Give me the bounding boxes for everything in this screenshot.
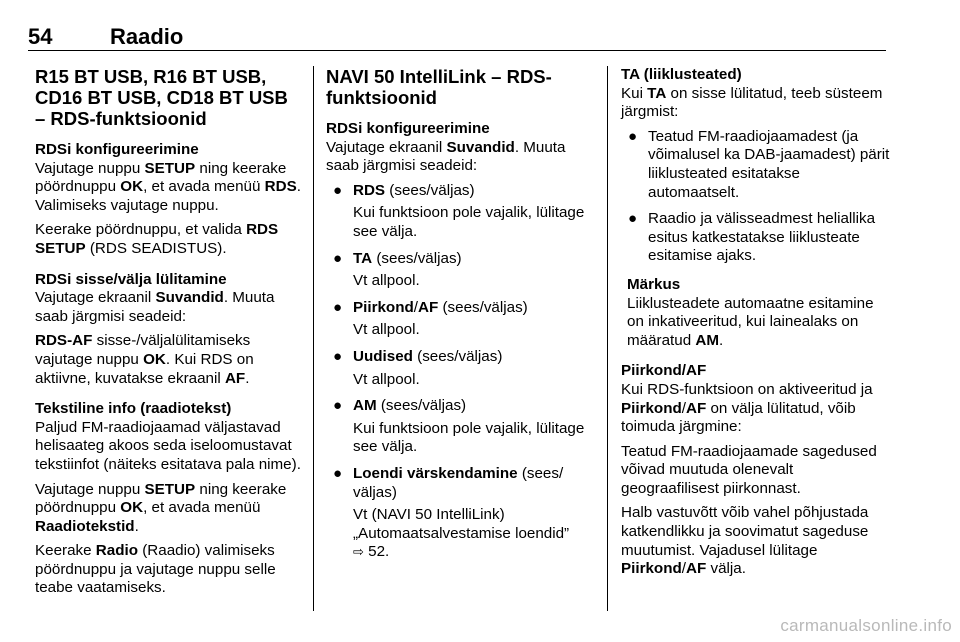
- paragraph: Halb vastuvõtt võib vahel põhjustada katkendlikku ja soovimatut sageduse muutumist. Vajadusel lülitage Piirkond/AF välja.: [621, 504, 869, 578]
- paragraph: RDS-AF sisse-/väljalülitamiseks vajutage nuppu OK. Kui RDS on aktiivne, kuvatakse ekraanil AF.: [35, 332, 254, 387]
- list-item: ● TA (sees/väljas) Vt allpool.: [333, 249, 462, 290]
- bullet-icon: ●: [333, 298, 343, 316]
- subsection-heading: RDSi sisse/välja lülitamine: [35, 270, 227, 288]
- page-reference-arrow-icon: ⇨: [353, 545, 364, 561]
- column-right: [621, 66, 891, 585]
- column-divider: [607, 66, 608, 611]
- paragraph: Kui RDS-funktsioon on aktiveeritud ja Piirkond/AF on välja lülitatud, võib toimuda järgmine:: [621, 380, 873, 436]
- note-box: [621, 276, 891, 350]
- paragraph: Paljud FM-raadiojaamad väljastavad helisaateg akoos seda iseloomustavat tekstiinfot (näiteks esitatava pala nime).: [35, 418, 301, 473]
- subsection-heading: RDSi konfigureerimine: [35, 141, 199, 158]
- bullet-icon: ●: [333, 397, 343, 415]
- section-title: NAVI 50 IntelliLink – RDS-funktsioonid: [326, 66, 552, 108]
- bullet-icon: ●: [333, 249, 343, 267]
- paragraph: Keerake Radio (Raadio) valimiseks pöördnuppu ja vajutage nuppu selle teabe vaatamiseks.: [35, 542, 276, 597]
- subsection-heading: RDSi konfigureerimine: [326, 120, 490, 137]
- section-rds-config: [35, 141, 303, 259]
- list-item: ● RDS (sees/väljas) Kui funktsioon pole vajalik, lülitage see välja.: [333, 181, 585, 240]
- settings-list: [326, 182, 596, 563]
- subsection-heading: Tekstiline info (raadiotekst): [35, 400, 232, 418]
- subsection-heading: Piirkond/AF: [621, 362, 707, 380]
- watermark: carmanualsonline.info: [780, 616, 952, 635]
- bullet-icon: ●: [333, 347, 343, 365]
- list-item: ● Raadio ja välisseadmest heliallika esitus katkestatakse liiklusteate esitamise ajaks.: [628, 210, 876, 265]
- paragraph: Vajutage ekraanil Suvandid. Muuta saab järgmisi seadeid:: [35, 289, 275, 325]
- subsection-heading: TA (liiklusteated): [621, 66, 742, 83]
- section-title: R15 BT USB, R16 BT USB, CD16 BT USB, CD18 BT USB – RDS-funktsioonid: [35, 66, 288, 129]
- column-divider: [313, 66, 314, 611]
- chapter-title: Raadio: [110, 24, 184, 49]
- page-number: 54: [28, 24, 53, 49]
- paragraph: Vajutage nuppu SETUP ning keerake pöördnuppu OK, et avada menüü RDS. Valimiseks vajutage nuppu.: [35, 159, 301, 214]
- section-rds-toggle: [35, 271, 303, 389]
- list-item: ● Teatud FM-raadiojaamadest (ja võimalusel ka DAB-jaamadest) pärit liiklusteated esitatakse automaatselt.: [628, 127, 890, 201]
- column-left: [35, 66, 303, 610]
- note-heading: Märkus: [627, 275, 681, 293]
- list-item: ● Uudised (sees/väljas) Vt allpool.: [333, 347, 503, 388]
- ta-behaviour-list: [621, 128, 891, 266]
- page-header: [28, 24, 886, 51]
- note-text: Liiklusteadete automaatne esitamine on inkativeeritud, kui lainealaks on määratud AM.: [627, 294, 874, 349]
- bullet-icon: ●: [333, 181, 343, 199]
- bullet-icon: ●: [628, 127, 638, 145]
- list-item: ● AM (sees/väljas) Kui funktsioon pole vajalik, lülitage see välja.: [333, 397, 585, 456]
- list-item: ● Loendi värskendamine (sees/ väljas) Vt (NAVI 50 IntelliLink) „Automaatsalvestamise loendid” ⇨ 52.: [333, 464, 570, 561]
- bullet-icon: ●: [628, 210, 638, 228]
- paragraph: Kui TA on sisse lülitatud, teeb süsteem järgmist:: [621, 84, 883, 121]
- paragraph: Teatud FM-raadiojaamade sagedused võivad muutuda olenevalt geograafilisest piirkonnast.: [621, 442, 877, 497]
- section-radiotext: [35, 400, 303, 598]
- paragraph: Keerake pöördnuppu, et valida RDS SETUP (RDS SEADISTUS).: [35, 221, 279, 257]
- list-item: ● Piirkond/AF (sees/väljas) Vt allpool.: [333, 298, 528, 339]
- paragraph: Vajutage ekraanil Suvandid. Muuta saab järgmisi seadeid:: [326, 138, 566, 175]
- paragraph: Vajutage nuppu SETUP ning keerake pöördnuppu OK, et avada menüü Raadiotekstid.: [35, 480, 287, 535]
- column-middle: [326, 66, 596, 571]
- bullet-icon: ●: [333, 464, 343, 482]
